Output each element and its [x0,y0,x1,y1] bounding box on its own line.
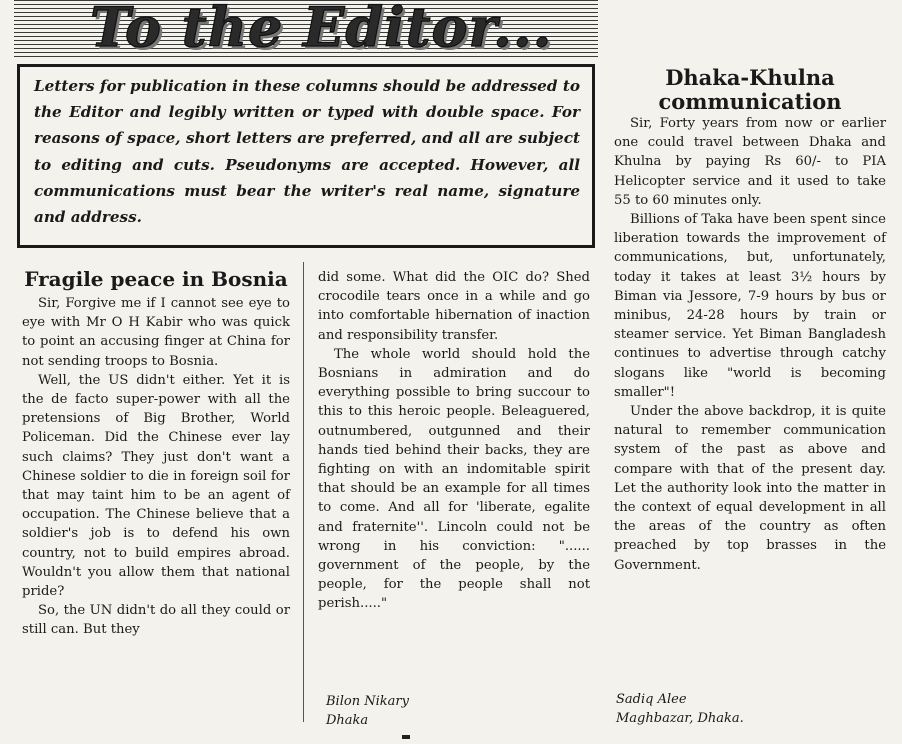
letter2-signature [616,690,876,728]
letter1-paragraph: Well, the US didn't either. Yet it is the de facto super-power with all the pretensions of Big Brother, World Policeman. Did the Chinese ever lay such claims? They just don't want a Chinese soldier to die in foreign soil for that may taint him to be an agent of occupation. The Chinese believe that a soldier's job is to defend his own country, not to build empires abroad. Wouldn't you allow them that national pride? [22,372,290,600]
editorial-notice-box [17,64,595,248]
masthead-title: To the Editor... [90,0,553,59]
letter1-continued-paragraph: did some. What did the OIC do? Shed crocodile tears once in a while and go into comfortable hibernation of inaction and responsibility transfer. [318,270,590,343]
letter2-signature-place: Maghbazar, Dhaka. [616,711,744,726]
headline-dhaka-khulna: Dhaka-Khulna communication [658,65,842,114]
page-bottom-mark [402,735,410,739]
headline-fragile-peace: Fragile peace in Bosnia [24,267,288,291]
letter1-paragraph: So, the UN didn't do all they could or still can. But they [22,603,290,638]
letter-fragile-peace-col1 [22,268,290,640]
letter1-signature-place: Dhaka [326,713,369,728]
letter1-signature-name: Bilon Nikary [326,694,409,709]
letter2-paragraph: Under the above backdrop, it is quite natural to remember communication system of the past as above and compare with that of the present day. Let the authority look into the matter in the context of equal development in all the areas of the country as often preached by top brasses in the Government. [614,404,886,573]
letter1-paragraph: Sir, Forgive me if I cannot see eye to eye with Mr O H Kabir who was quick to point an accusing finger at China for not sending troops to Bosnia. [22,296,290,369]
letter2-paragraph: Billions of Taka have been spent since liberation towards the improvement of communications, but, unfortunately, today it takes at least 3½ hours by Biman via Jessore, 7-9 hours by bus or minibus, 24-28 hours by train or steamer service. Yet Biman Bangladesh continues to advertise through catchy slogans like "world is becoming smaller"! [614,212,886,400]
column-divider [303,262,304,722]
masthead-banner [14,0,598,60]
letter-fragile-peace-col2 [318,268,590,614]
letter1-continued-paragraph: The whole world should hold the Bosnians in admiration and do everything possible to bring succour to this to this heroic people. Beleaguered, outnumbered, outgunned and their hands tied behind their backs, they are fighting on with an indomitable spirit that should be an example for all times to come. And all for 'liberate, egalite and fraternite''. Lincoln could not be wrong in his conviction: "...... government of the people, by the people, for the people shall not perish....." [318,346,590,612]
letter1-signature [326,692,586,730]
editorial-notice-text: Letters for publication in these columns should be addressed to the Editor and legibly written or typed with double space. For reasons of space, short letters are preferred, and all are subject to editing and cuts. Pseudonyms are accepted. However, all communications must bear the writer's real name, signature and address. [34,77,580,227]
letter2-paragraph: Sir, Forty years from now or earlier one could travel between Dhaka and Khulna by paying Rs 60/- to PIA Helicopter service and it used to take 55 to 60 minutes only. [614,116,886,208]
letter2-signature-name: Sadiq Alee [616,692,687,707]
letter-dhaka-khulna [614,66,886,575]
